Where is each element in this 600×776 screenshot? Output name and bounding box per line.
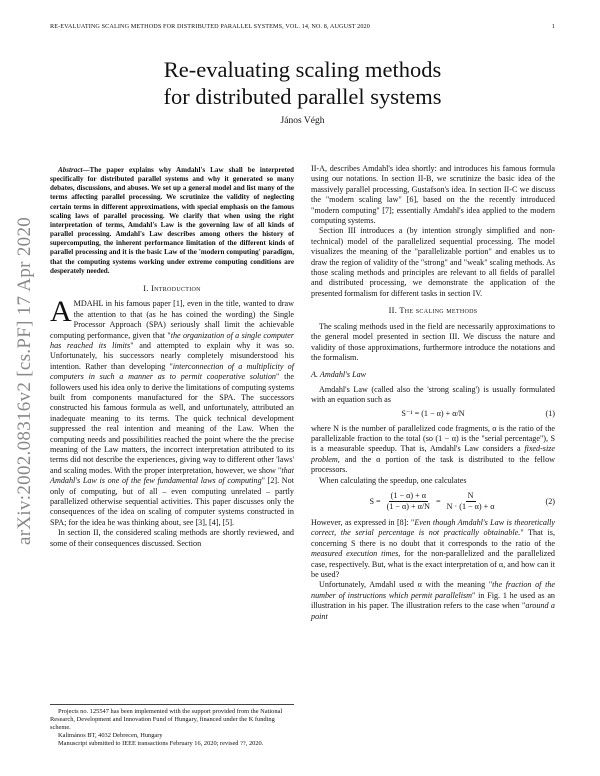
title-line-1: Re-evaluating scaling methods <box>163 57 442 82</box>
paper-title <box>50 56 555 110</box>
equation-2 <box>311 490 555 514</box>
right-paragraph-6: When calculating the speedup, one calculates <box>319 475 467 485</box>
subsection-a-heading: A. Amdahl's Law <box>311 370 367 380</box>
running-title: RE-EVALUATING SCALING METHODS FOR DISTRIBUTED PARALLEL SYSTEMS, VOL. 14, NO. 8, AUGUST 2020 <box>50 23 370 30</box>
equation-2-fraction-1: $\frac{(1 - \alpha) + \alpha}{(1 - \alpha) + \alpha/N}$ <box>386 491 431 512</box>
page-number: 1 <box>551 23 555 30</box>
dropcap: A <box>50 295 72 329</box>
right-paragraph-5: where N is the number of parallelized code fragments, α is the ratio of the parallelizable fraction to the total (so (1 − α) is the "serial percentage"), S is a measurable speedup. That is, Amdahl's Law considers a fixed-size problem, and the α portion of the task is distributed to the fellow processors. <box>311 423 555 475</box>
right-paragraph-8: Unfortunately, Amdahl used α with the meaning "the fraction of the number of instructions which permit parallelism" in Fig. 1 he used as an illustration in his paper. The illustration refers to the case when "around a point <box>311 580 555 621</box>
equation-1 <box>311 409 555 421</box>
intro-paragraph-1: AMDAHL in his famous paper [1], even in the title, wanted to draw the attention to that (as he has coined the wording) the Single Processor Approach (SPA) seriously shall limit the achievable computing performance, given that "the organization of a single computer has reached its limits" and attempted to explain why it was so. Unfortunately, his successors nearly completely misunderstood his intention. Rather than developing "interconnection of a multiplicity of computers in such a manner as to permit cooperative solution" the followers used his idea only to derive the limitations of computing systems built from components manufactured for the SPA. The successors constructed his famous formula as well, and unfortunately, attributed an inadequate meaning to its terms. The quick technical development suppressed the real intention and meaning of the Law. When the computing needs and possibilities reached the point where the the precise meaning of the Law matters, the incorrect interpretation attributed to its terms did not describe the experiences, giving way to different other 'laws' and scaling modes. With the proper interpretation, however, we show "that Amdahl's Law is one of the few fundamental laws of computing" [2]. Not only of computing, but of all – even computing unrelated – partly parallelized otherwise sequential activities. This paper discusses only the consequences of the idea on scaling of computer systems constructed in SPA; for the idea he was thinking about, see [3], [4], [5]. <box>50 295 295 527</box>
arxiv-stamp: arXiv:2002.08316v2 [cs.PF] 17 Apr 2020 <box>14 216 35 545</box>
right-column <box>311 164 555 622</box>
equation-2-fraction-2: $\frac{N}{N \cdot (1 - \alpha) + \alpha}$ <box>446 491 495 512</box>
right-paragraph-1: II-A, describes Amdahl's idea shortly: and introduces his famous formula using our notations. In section II-B, we scrutinize the basic idea of the massively parallel processing, Gustafson's idea. In section II-C we discuss the "modern scaling law" [6], based on the the recently introduced "modern computing" [7]; essentially Amdahl's idea applied to the modern computing systems. <box>311 164 555 226</box>
equation-1-number: (1) <box>545 408 555 418</box>
equation-1-body: S⁻¹ = (1 − α) + α/N <box>401 408 465 418</box>
footnotes <box>50 704 294 748</box>
right-paragraph-4: Amdahl's Law (called also the 'strong scaling') is usually formulated with an equation such as <box>311 384 555 405</box>
abstract-label: Abstract <box>58 166 83 174</box>
footnote-manuscript: Manuscript submitted to IEEE transactions February 16, 2020; revised ??, 2020. <box>58 740 264 747</box>
intro-paragraph-2: In section II, the considered scaling methods are shortly reviewed, and some of their consequences discussed. Section <box>50 528 294 548</box>
right-paragraph-2: Section III introduces a (by intention strongly simplified and non-technical) model of the parallelized sequential processing. The model visualizes the meaning of the "parallelizable portion" and enables us to draw the region of validity of the "strong" and "weak" scaling methods. As those scaling methods and principles are relevant to all fields of parallel and distributed processing, we demonstrate the application of the presented formalism for different tasks in section IV. <box>311 226 555 298</box>
footnote-funding: Projects no. 125547 has been implemented with the support provided from the National Research, Development and Innovation Fund of Hungary, financed under the K funding scheme. <box>50 708 283 731</box>
title-line-2: for distributed parallel systems <box>163 84 442 109</box>
abstract-text: —The paper explains why Amdahl's Law shall be interpreted specifically for distributed parallel systems and why it generated so many debates, discussions, and abuses. We set up a general model and list many of the terms affecting parallel processing. We scrutinize the validity of neglecting certain terms in different approximations, with special emphasis on the famous scaling laws of parallel processing. We clarify that when using the right interpretation of terms, Amdahl's Law is the governing law of all kinds of parallel processing. Amdahl's Law describes among others the history of supercomputing, the inherent performance limitation of the different kinds of parallel processing and it is the basic Law of the 'modern computing' paradigm, that the computing systems working under extreme computing conditions are desperately needed. <box>50 166 294 275</box>
equation-2-number: (2) <box>545 496 555 506</box>
section-1-heading: I. Introduction <box>143 283 201 293</box>
equation-2-lhs: S = <box>369 496 381 506</box>
footnote-affiliation: Kalimános BT, 4032 Debrecen, Hungary <box>58 732 163 739</box>
abstract <box>50 166 294 276</box>
left-column <box>50 166 294 549</box>
right-paragraph-3: The scaling methods used in the field are necessarily approximations to the general model presented in section III. We discuss the nature and validity of those approximations, furthermore introduce the notations and the formalism. <box>311 321 555 362</box>
running-header <box>50 23 555 30</box>
author: János Végh <box>280 116 325 126</box>
equation-2-equals: = <box>436 496 441 506</box>
right-paragraph-7: However, as expressed in [8]: "Even though Amdahl's Law is theoretically correct, the serial percentage is not practically obtainable." That is, concerning S there is no doubt that it corresponds to the ratio of the measured execution times, for the non-parallelized and the parallelized case, respectively. But, what is the exact interpretation of α, and how can it be used? <box>311 517 556 579</box>
section-2-heading: II. The scaling methods <box>388 306 478 316</box>
